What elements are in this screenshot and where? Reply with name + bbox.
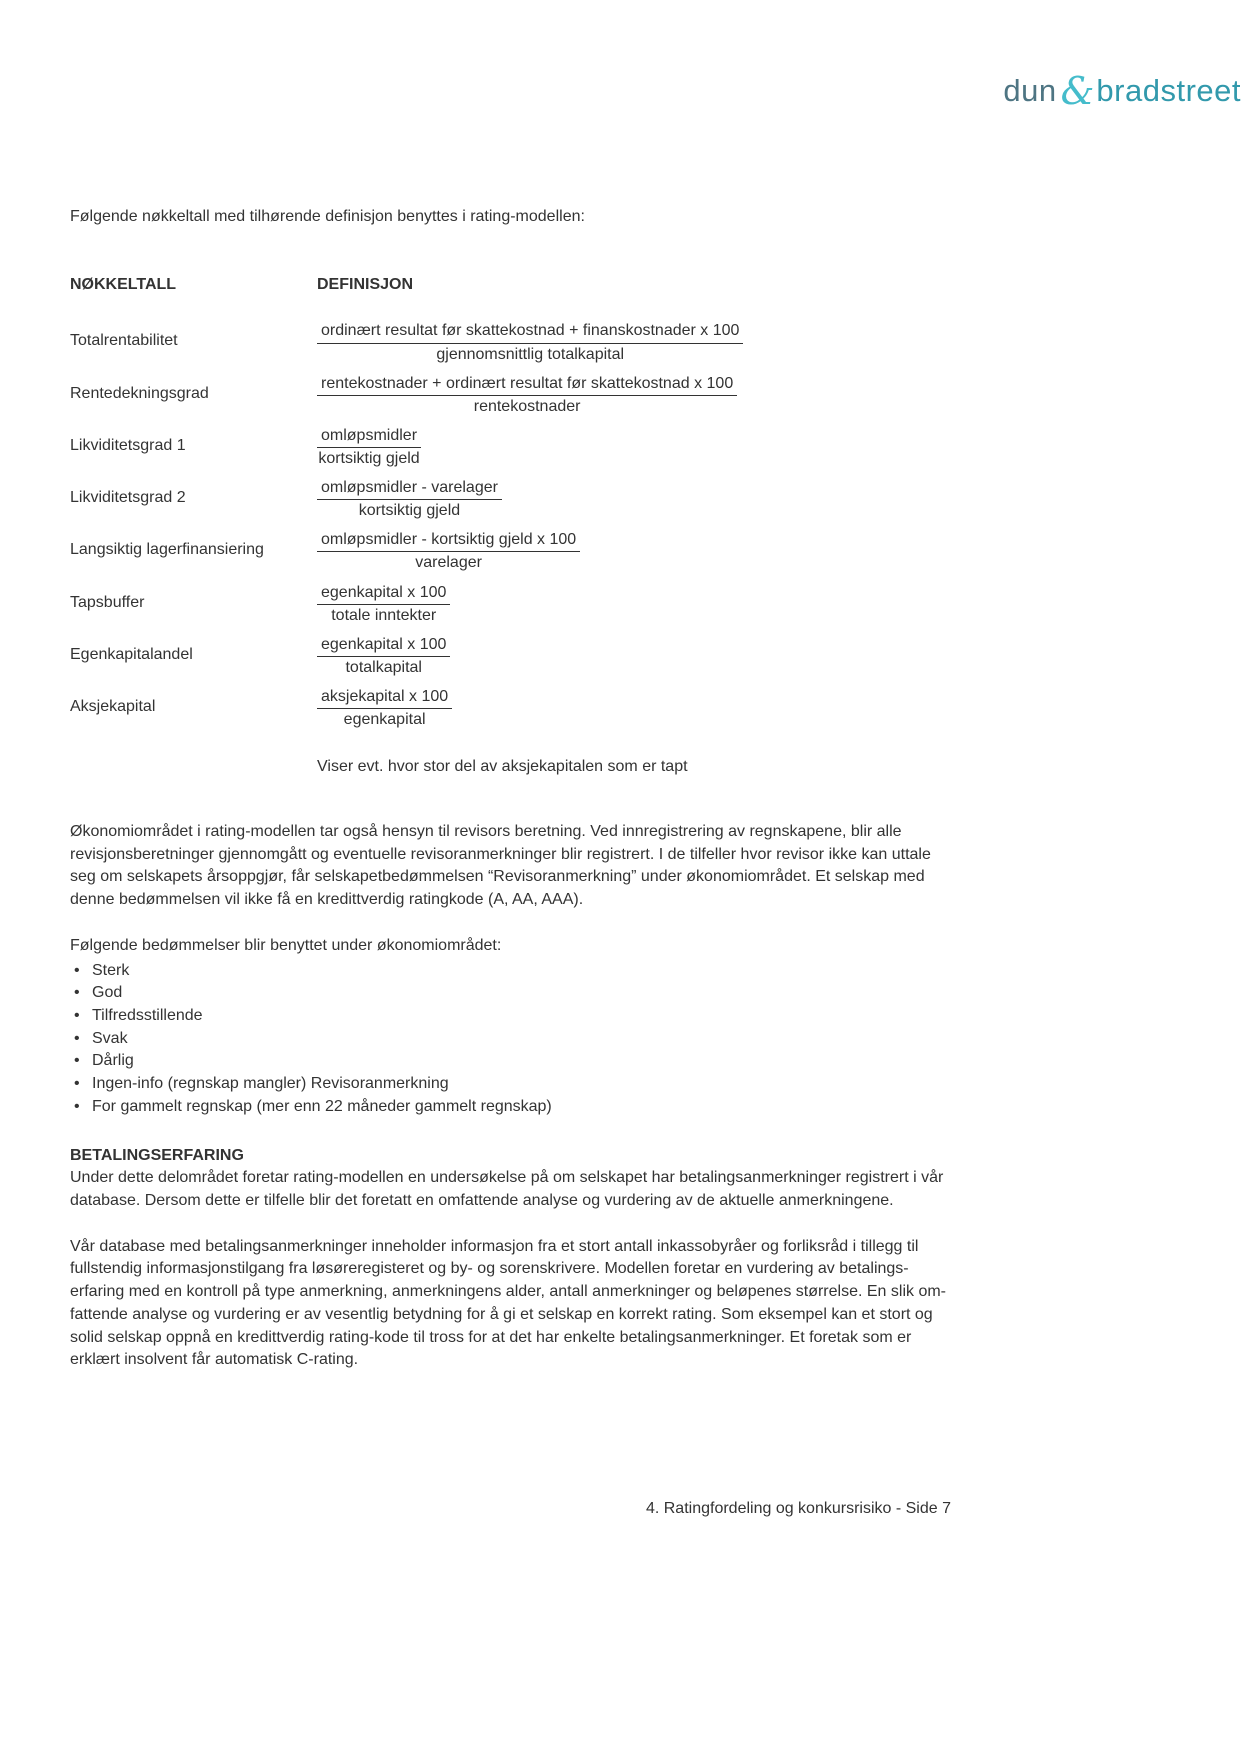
ratio-definition (317, 320, 951, 364)
table-row (70, 373, 951, 417)
formula-numerator: rentekostnader + ordinært resultat før skattekostnad x 100 (317, 373, 737, 396)
formula-denominator: gjennomsnittlig totalkapital (436, 345, 625, 363)
formula-fraction (317, 529, 580, 573)
formula-fraction (317, 634, 450, 678)
list-item-ingen-info: • Ingen-info (regnskap mangler) Revisoranmerkning (70, 1073, 951, 1096)
list-item-darlig: • Dårlig (70, 1050, 951, 1073)
ratio-definition (317, 425, 951, 469)
bedommelser-list (70, 960, 951, 1119)
ratio-name: Egenkapitalandel (70, 645, 193, 663)
ratio-definition (317, 686, 951, 730)
logo-text-bradstreet: bradstreet (1096, 73, 1241, 108)
table-row (70, 686, 951, 730)
formula-fraction (317, 320, 743, 364)
paragraph-bedommelser-intro: Følgende bedømmelser blir benyttet under økonomiområdet: (70, 936, 502, 954)
column-header-definisjon: DEFINISJON (317, 275, 414, 293)
paragraph-betalingserfaring-2: Vår database med betalingsanmerkninger inneholder informasjon fra et stort antall inkassobyråer og forliksråd i tillegg til fullstendig informasjonstilgang fra løsøreregisteret og by- og sorenskrivere. Modellen foretar en vurdering av betalings- erfaring med en kontroll på type anmerkning, anmerkningens alder, antall anmerkninger og beløpenes størrelse. En slik om- fattende analyse og vurdering er av vesentlig betydning for å gi et selskap en korrekt rating. Som eksempel kan et stort og solid selskap oppnå en kredittverdig rating-kode til tross for at det har enkelte betalingsanmerkninger. Et foretak som er erklært insolvent får automatisk C-rating. (70, 1237, 946, 1369)
table-row (70, 529, 951, 573)
ratio-name: Langsiktig lagerfinansiering (70, 541, 264, 559)
formula-fraction (317, 425, 421, 469)
ratio-definition (317, 634, 951, 678)
paragraph-betalingserfaring-1: Under dette delområdet foretar rating-modellen en undersøkelse på om selskapet har betalingsanmerkninger registrert i vår database. Dersom dette er tilfelle blir det foretatt en omfattende analyse og vurdering av de aktuelle anmerkningene. (70, 1169, 944, 1209)
ratio-name: Rentedekningsgrad (70, 384, 209, 402)
table-row (70, 477, 951, 521)
ratio-name: Totalrentabilitet (70, 332, 178, 350)
logo-ampersand-icon: & (1060, 69, 1095, 113)
list-item-for-gammelt-regnskap: • For gammelt regnskap (mer enn 22 måneder gammelt regnskap) (70, 1096, 951, 1119)
ratio-name: Likviditetsgrad 2 (70, 489, 186, 507)
document-content (70, 206, 951, 1372)
formula-denominator: rentekostnader (473, 397, 581, 415)
formula-denominator: varelager (415, 554, 482, 572)
aksjekapital-note: Viser evt. hvor stor del av aksjekapitalen som er tapt (317, 758, 688, 776)
formula-fraction (317, 582, 450, 626)
formula-numerator: omløpsmidler (317, 425, 421, 448)
list-item-sterk: • Sterk (70, 960, 951, 983)
formula-fraction (317, 686, 452, 730)
column-header-nokkeltall: NØKKELTALL (70, 275, 177, 293)
formula-denominator: kortsiktig gjeld (318, 449, 420, 467)
ratio-definition (317, 529, 951, 573)
formula-denominator: totalkapital (345, 658, 422, 676)
table-row (70, 425, 951, 469)
section-heading-betalingserfaring: BETALINGSERFARING (70, 1146, 244, 1164)
formula-numerator: ordinært resultat før skattekostnad + finanskostnader x 100 (317, 320, 743, 343)
table-row (70, 582, 951, 626)
formula-denominator: kortsiktig gjeld (358, 502, 461, 520)
page-footer: 4. Ratingfordeling og konkursrisiko - Side 7 (645, 1500, 951, 1517)
formula-denominator: totale inntekter (331, 606, 437, 624)
table-note-row (70, 756, 951, 779)
table-header-row (70, 274, 951, 297)
intro-text: Følgende nøkkeltall med tilhørende definisjon benyttes i rating-modellen: (70, 208, 585, 225)
formula-numerator: aksjekapital x 100 (317, 686, 452, 709)
formula-denominator: egenkapital (343, 711, 426, 729)
paragraph-okonomiomradet: Økonomiområdet i rating-modellen tar også hensyn til revisors beretning. Ved innregistrering av regnskapene, blir alle revisjonsberetninger gjennomgått og eventuelle revisoranmerkninger blir registrert. I de tilfeller hvor revisor ikke kan uttale seg om selskapets årsoppgjør, får selskapetbedømmelsen “Revisoranmerkning” under økonomiområdet. Et selskap med denne bedømmelsen vil ikke få en kredittverdig ratingkode (A, AA, AAA). (70, 822, 931, 909)
formula-numerator: omløpsmidler - varelager (317, 477, 502, 500)
list-item-svak: • Svak (70, 1028, 951, 1051)
table-row (70, 320, 951, 364)
ratio-definition (317, 582, 951, 626)
formula-numerator: egenkapital x 100 (317, 634, 450, 657)
ratio-name: Likviditetsgrad 1 (70, 436, 186, 454)
ratio-definition-table (70, 274, 951, 779)
dnb-logo (0, 69, 1241, 113)
ratio-definition (317, 373, 951, 417)
ratio-name: Aksjekapital (70, 697, 156, 715)
formula-numerator: egenkapital x 100 (317, 582, 450, 605)
logo-text-dun: dun (1003, 73, 1057, 108)
list-item-god: • God (70, 982, 951, 1005)
list-item-tilfredsstillende: • Tilfredsstillende (70, 1005, 951, 1028)
formula-fraction (317, 373, 737, 417)
table-row (70, 634, 951, 678)
ratio-name: Tapsbuffer (70, 593, 145, 611)
formula-fraction (317, 477, 502, 521)
ratio-definition (317, 477, 951, 521)
formula-numerator: omløpsmidler - kortsiktig gjeld x 100 (317, 529, 580, 552)
